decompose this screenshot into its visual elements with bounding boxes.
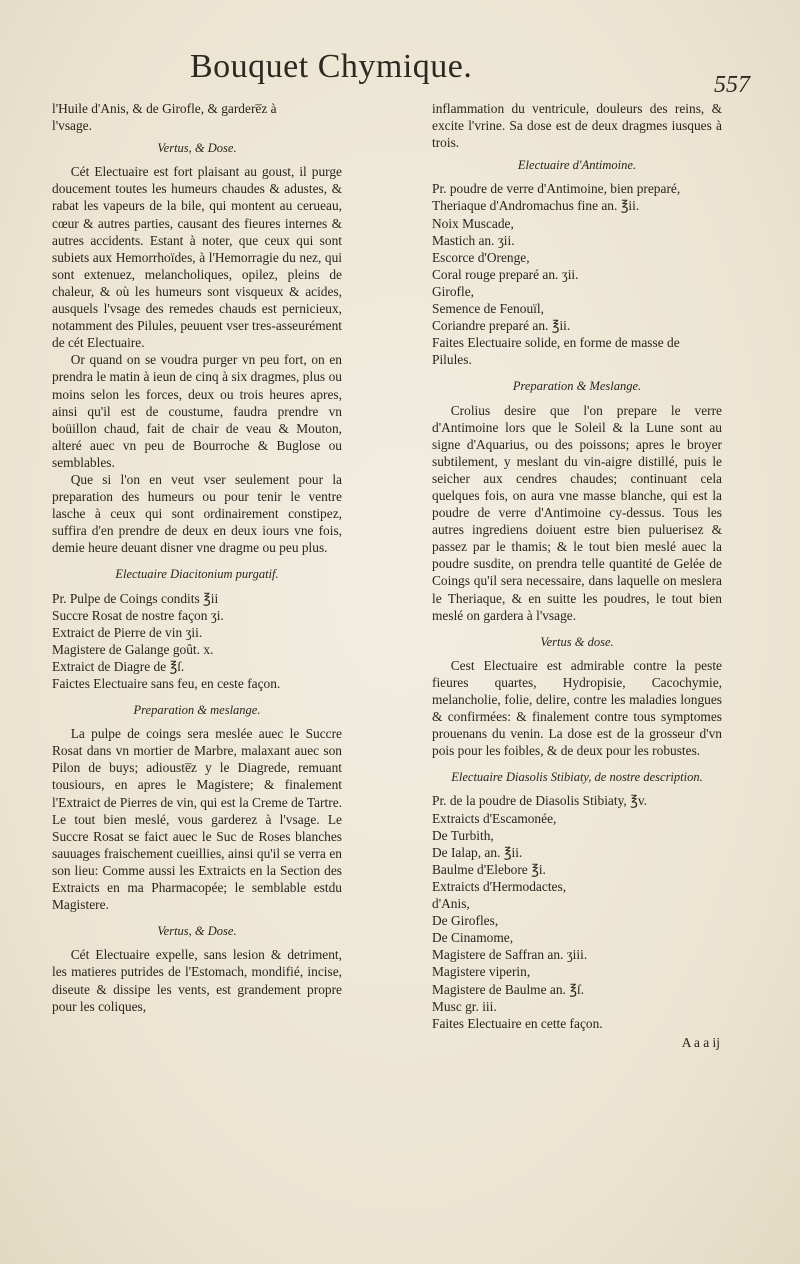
paragraph: l'vsage. [52, 118, 92, 134]
section-heading: Vertus, & Dose. [157, 924, 237, 939]
recipe-line: d'Anis, [432, 896, 470, 912]
recipe-line: Coral rouge preparé an. ʒii. [432, 266, 579, 282]
paragraph: l'Huile d'Anis, & de Girofle, & gardere̅z à [52, 101, 277, 116]
catchword: A a a ij [681, 1034, 720, 1050]
section-heading: Preparation & meslange. [133, 703, 261, 718]
recipe-line: De Ialap, an. ℥ii. [432, 844, 523, 860]
page-number: 557 [714, 72, 750, 98]
left-column [52, 100, 342, 1015]
recipe-line: Magistere de Saffran an. ʒiii. [432, 947, 588, 963]
paragraph: Cét Electuaire expelle, sans lesion & detriment, les matieres putrides de l'Estomach, mondifié, incise, diseute & dissipe les vents, est grandement propre pour les coliques, [52, 947, 342, 1014]
paragraph: Que si l'on en veut vser seulement pour la preparation des humeurs ou pour tenir le ventre lasche à ceux qui sont ordinairement constipez, suffira d'en prendre de deux en deux iours vne fois, demie heure deuant disner vne dragme ou peu plus. [52, 471, 342, 556]
section-heading: Vertus & dose. [540, 634, 614, 649]
running-title: Bouquet Chymique. [190, 48, 473, 85]
section-heading: Preparation & Meslange. [512, 379, 642, 394]
recipe-line: De Turbith, [432, 827, 494, 843]
paragraph: Cét Electuaire est fort plaisant au goust, il purge doucement toutes les humeurs chaudes & adustes, & rabat les vapeurs de la bile, qui montent au cerueau, cœur & autres parties, causant des fieures internes & autres accidents. Estant à noter, que ceux qui sont subiets aux Hemorrhoïdes, à l'Hemorragie du nez, qui sont extenuez, melancholiques, opilez, pleins de chaleur, & où les humeurs sont visqueux & acides, ausquels l'vsage des remedes chauds est pernicieux, notamment des Pilules, peuuent vser tres-asseurément de cét Electuaire. [52, 164, 342, 351]
section-heading: Electuaire d'Antimoine. [517, 158, 637, 173]
page-header [0, 48, 800, 96]
recipe-line: Extraicts d'Escamonée, [432, 810, 557, 826]
recipe-line: Semence de Fenouïl, [432, 301, 544, 317]
right-column [432, 100, 722, 1051]
section-heading: Vertus, & Dose. [157, 141, 237, 156]
recipe-line: Pr. Pulpe de Coings condits ℥ii [52, 590, 219, 606]
recipe-list [432, 180, 722, 368]
paragraph: Cest Electuaire est admirable contre la peste fieures quartes, Hydropisie, Cacochymie, melancholie, folie, delire, contre les maladies longues & confirmées: & finalement contre tous symptomes prouenans du venin. La dose est de la grosseur d'vn pois pour les foibles, & de deux pour les robustes. [432, 657, 722, 759]
paragraph: Or quand on se voudra purger vn peu fort, on en prendra le matin à ieun de cinq à six dragmes, plus ou moins selon les forces, deux ou trois heures apres, ainsi qu'il est de coustume, faudra prendre vn boüillon chaud, fait de chair de veau & Mouton, alteré auec vn peu de Bourroche & Buglose ou semblables. [52, 352, 342, 470]
recipe-line: Faictes Electuaire sans feu, en ceste façon. [52, 676, 281, 691]
recipe-line: Extraict de Diagre de ℥ſ. [52, 658, 185, 674]
section-heading: Electuaire Diasolis Stibiaty, de nostre description. [451, 770, 703, 785]
recipe-line: Girofle, [432, 283, 475, 299]
recipe-line: Succre Rosat de nostre façon ʒi. [52, 607, 224, 623]
recipe-line: Theriaque d'Andromachus fine an. ℥ii. [432, 198, 640, 214]
recipe-line: Pr. de la poudre de Diasolis Stibiaty, ℥v. [432, 793, 648, 809]
recipe-line: Mastich an. ʒii. [432, 232, 515, 248]
paragraph: Crolius desire que l'on prepare le verre d'Antimoine lors que le Soleil & la Lune sont au signe d'Aquarius, ou des poissons; apres le broyer subtilement, y meslant du vin-aigre distillé, puis le seicher aux cendres chaudes; continuant cela quelques fois, on aura vne masse blanche, qui est la poudre de verre d'Antimoine cy-dessus. Tous les autres ingrediens doiuent estre bien puluerisez & passez par le thamis; & le tout bien meslé auec la poudre susdite, on prendra telle quantité de Gelée de Coings qu'il sera necessaire, dans laquelle on meslera le Theriaque, & en suitte les poudres, le tout bien meslé on gardera à l'vsage. [432, 402, 722, 623]
recipe-line: Escorce d'Orenge, [432, 249, 530, 265]
recipe-line: Musc gr. iii. [432, 998, 497, 1014]
recipe-line: Baulme d'Elebore ℥i. [432, 861, 546, 877]
recipe-line: Faites Electuaire solide, en forme de masse de Pilules. [432, 335, 680, 368]
recipe-line: De Girofles, [432, 913, 499, 929]
recipe-list [432, 792, 722, 1031]
recipe-line: Magistere viperin, [432, 964, 531, 980]
recipe-line: Pr. poudre de verre d'Antimoine, bien preparé, [432, 181, 681, 197]
recipe-line: Extraict de Pierre de vin ʒii. [52, 624, 203, 640]
recipe-line: Extraicts d'Hermodactes, [432, 878, 567, 894]
recipe-line: Magistere de Galange goût. x. [52, 641, 214, 657]
paragraph: La pulpe de coings sera meslée auec le Succre Rosat dans vn mortier de Marbre, malaxant auec son Pilon de buys; adiouste̅z y le Diagrede, remuant tousiours, en apres le Magistere; & finalement l'Extraict de Pierres de vin, qui est la Creme de Tartre. Le tout bien meslé, vous garderez à l'vsage. Le Succre Rosat se faict auec le Suc de Roses blanches sauuages fraischement cueillies, ainsi qu'il se verra en son lieu: Comme aussi les Extraicts en la Section des Extraicts en ma Pharmacopée; le semblable estdu Magistere. [52, 726, 342, 913]
recipe-list [52, 590, 342, 693]
recipe-line: Noix Muscade, [432, 215, 514, 231]
recipe-line: Coriandre preparé an. ℥ii. [432, 318, 571, 334]
recipe-line: Faites Electuaire en cette façon. [432, 1015, 603, 1031]
recipe-line: De Cinamome, [432, 930, 514, 946]
paragraph: inflammation du ventricule, douleurs des reins, & excite l'vrine. Sa dose est de deux dragmes iusques à trois. [432, 101, 722, 151]
section-heading: Electuaire Diacitonium purgatif. [115, 567, 279, 582]
recipe-line: Magistere de Baulme an. ℥ſ. [432, 981, 585, 997]
